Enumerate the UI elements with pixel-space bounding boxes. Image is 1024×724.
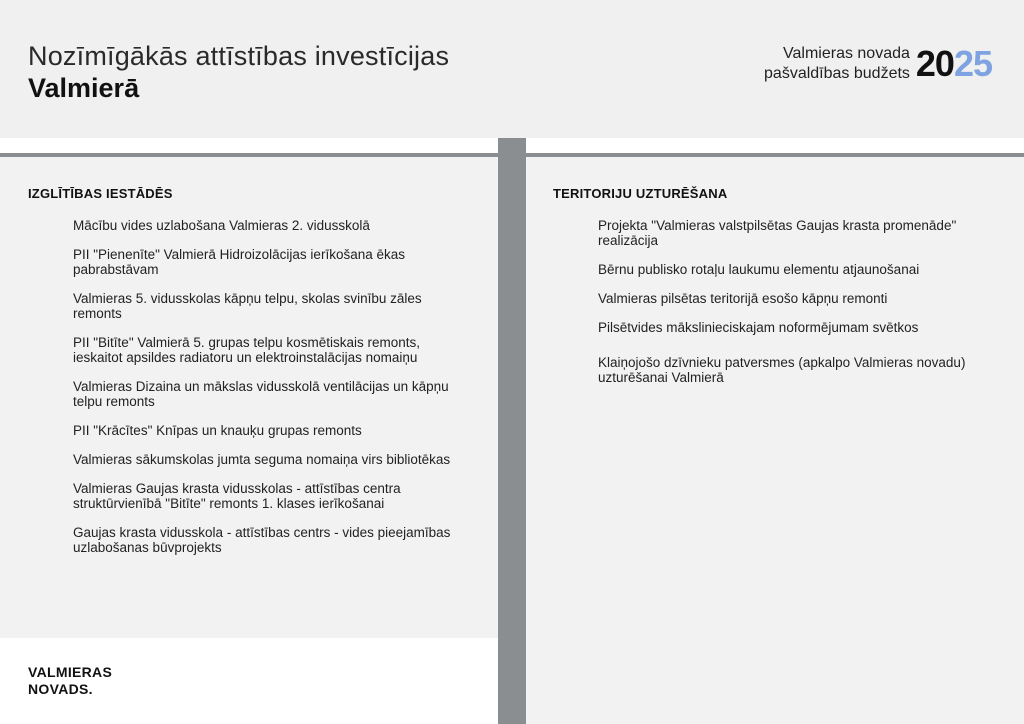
header [0, 0, 1024, 138]
list-item: PII "Krācītes" Knīpas un knauķu grupas remonts [73, 423, 362, 438]
budget-label-line1: Valmieras novada [783, 45, 910, 62]
budget-label-line2: pašvaldības budžets [764, 65, 910, 82]
logo-line1: VALMIERAS [28, 664, 113, 680]
list-item: Valmieras Dizaina un mākslas vidusskolā ventilācijas un kāpņu telpu remonts [73, 379, 449, 409]
list-item: Gaujas krasta vidusskola - attīstības centrs - vides pieejamības uzlabošanas būvprojekts [73, 525, 451, 555]
page-title [28, 40, 449, 104]
territory-list [598, 218, 988, 399]
list-item: Pilsētvides mākslinieciskajam noformējumam svētkos [598, 320, 919, 335]
budget-label [764, 44, 910, 84]
column-divider [498, 138, 526, 724]
list-item: Valmieras pilsētas teritorijā esošo kāpņu remonti [598, 291, 888, 306]
logo-line2: NOVADS. [28, 681, 93, 697]
list-item: Valmieras sākumskolas jumta seguma nomaiņa virs bibliotēkas [73, 452, 451, 467]
budget-year-part2: 25 [953, 43, 992, 84]
list-item: Valmieras 5. vidusskolas kāpņu telpu, skolas svinību zāles remonts [73, 291, 422, 321]
education-list [73, 218, 473, 569]
list-item: Klaiņojošo dzīvnieku patversmes (apkalpo Valmieras novadu) uzturēšanai Valmierā [598, 355, 966, 385]
budget-badge [764, 44, 992, 84]
page-title-line2: Valmierā [28, 73, 140, 103]
list-item: Bērnu publisko rotaļu laukumu elementu atjaunošanai [598, 262, 920, 277]
list-item: PII "Pienenīte" Valmierā Hidroizolācijas ierīkošana ēkas pabrabstāvam [73, 247, 405, 277]
budget-year [916, 44, 992, 84]
list-item: Valmieras Gaujas krasta vidusskolas - attīstības centra struktūrvienībā "Bitīte" remonts 1. klases ierīkošanai [73, 481, 401, 511]
page-title-line1: Nozīmīgākās attīstības investīcijas [28, 41, 450, 71]
list-item: Projekta "Valmieras valstpilsētas Gaujas krasta promenāde" realizācija [598, 218, 957, 248]
list-item: Mācību vides uzlabošana Valmieras 2. vidusskolā [73, 218, 370, 233]
section-heading-territory: TERITORIJU UZTURĒŠANA [553, 186, 728, 201]
list-item: PII "Bitīte" Valmierā 5. grupas telpu kosmētiskais remonts, ieskaitot apsildes radiatoru un elektroinstalācijas nomaiņu [73, 335, 420, 365]
budget-year-part1: 20 [915, 43, 954, 84]
divider-left [0, 153, 498, 157]
section-heading-education: IZGLĪTĪBAS IESTĀDĒS [28, 186, 173, 201]
valmieras-novads-logo [28, 664, 112, 698]
divider-right [526, 153, 1024, 157]
